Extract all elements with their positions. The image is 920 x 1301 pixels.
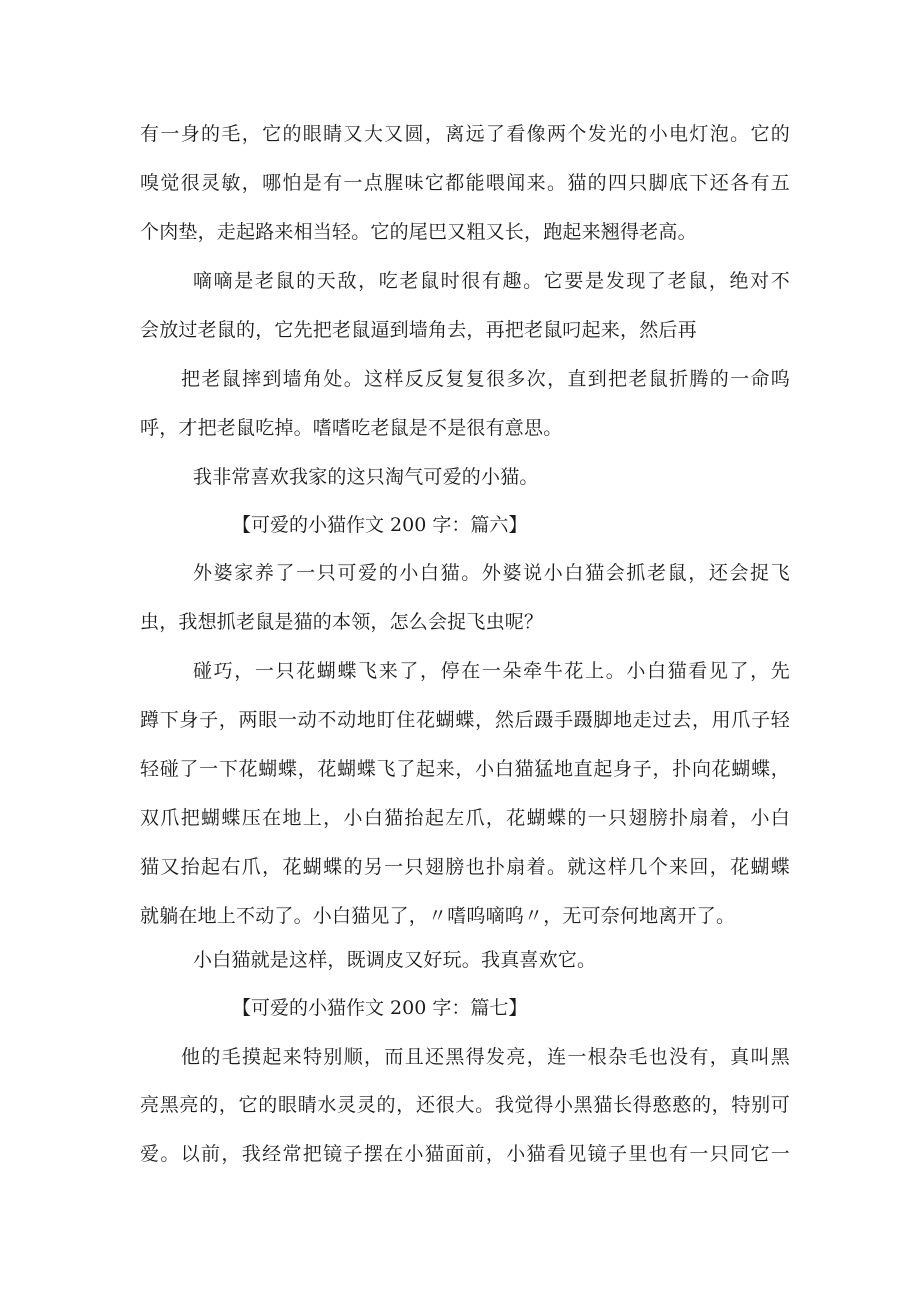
text-line: 小白猫就是这样，既调皮又好玩。我真喜欢它。 (193, 949, 597, 971)
text-line: 嗅觉很灵敏，哪怕是有一点腥味它都能喂闻来。猫的四只脚底下还各有五 (140, 172, 790, 194)
text-line: 把老鼠摔到墙角处。这样反反复复很多次，直到把老鼠折腾的一命呜 (181, 368, 790, 390)
text-line: 有一身的毛，它的眼睛又大又圆，离远了看像两个发光的小电灯泡。它的 (140, 123, 790, 145)
section-heading-6: 【可爱的小猫作文 200 字：篇六】 (232, 514, 528, 536)
text-line: 猫又抬起右爪，花蝴蝶的另一只翅膀也扑扇着。就这样几个来回，花蝴蝶 (140, 856, 790, 878)
text-line: 蹲下身子，两眼一动不动地盯住花蝴蝶，然后蹑手蹑脚地走过去，用爪子轻 (140, 709, 790, 731)
text-line: 亮黑亮的，它的眼睛水灵灵的，还很大。我觉得小黑猫长得憨憨的，特别可 (140, 1094, 790, 1116)
text-line: 碰巧，一只花蝴蝶飞来了，停在一朵牵牛花上。小白猫看见了，先 (193, 660, 790, 682)
text-line: 嘀嘀是老鼠的天敌，吃老鼠时很有趣。它要是发现了老鼠，绝对不 (193, 270, 790, 292)
text-line: 他的毛摸起来特别顺，而且还黑得发亮，连一根杂毛也没有，真叫黑 (181, 1046, 790, 1068)
text-line: 虫，我想抓老鼠是猫的本领，怎么会捉飞虫呢？ (140, 611, 544, 633)
text-line: 爱。以前，我经常把镜子摆在小猫面前，小猫看见镜子里也有一只同它一 (140, 1143, 790, 1165)
text-line: 轻碰了一下花蝴蝶，花蝴蝶飞了起来，小白猫猛地直起身子，扑向花蝴蝶， (140, 758, 790, 780)
text-line: 外婆家养了一只可爱的小白猫。外婆说小白猫会抓老鼠，还会捉飞 (193, 562, 790, 584)
text-line: 个肉垫，走起路来相当轻。它的尾巴又粗又长，跑起来翘得老高。 (140, 221, 697, 243)
text-line: 我非常喜欢我家的这只淘气可爱的小猫。 (193, 466, 539, 488)
text-line: 双爪把蝴蝶压在地上，小白猫抬起左爪，花蝴蝶的一只翅膀扑扇着，小白 (140, 807, 790, 829)
text-line: 就躺在地上不动了。小白猫见了，〃嗜呜嘀呜〃，无可奈何地离开了。 (140, 905, 736, 927)
section-heading-7: 【可爱的小猫作文 200 字：篇七】 (232, 997, 528, 1019)
text-line: 呼，才把老鼠吃掉。嗜嗜吃老鼠是不是很有意思。 (140, 417, 563, 439)
text-line: 会放过老鼠的，它先把老鼠逼到墙角去，再把老鼠叼起来，然后再 (140, 319, 697, 341)
